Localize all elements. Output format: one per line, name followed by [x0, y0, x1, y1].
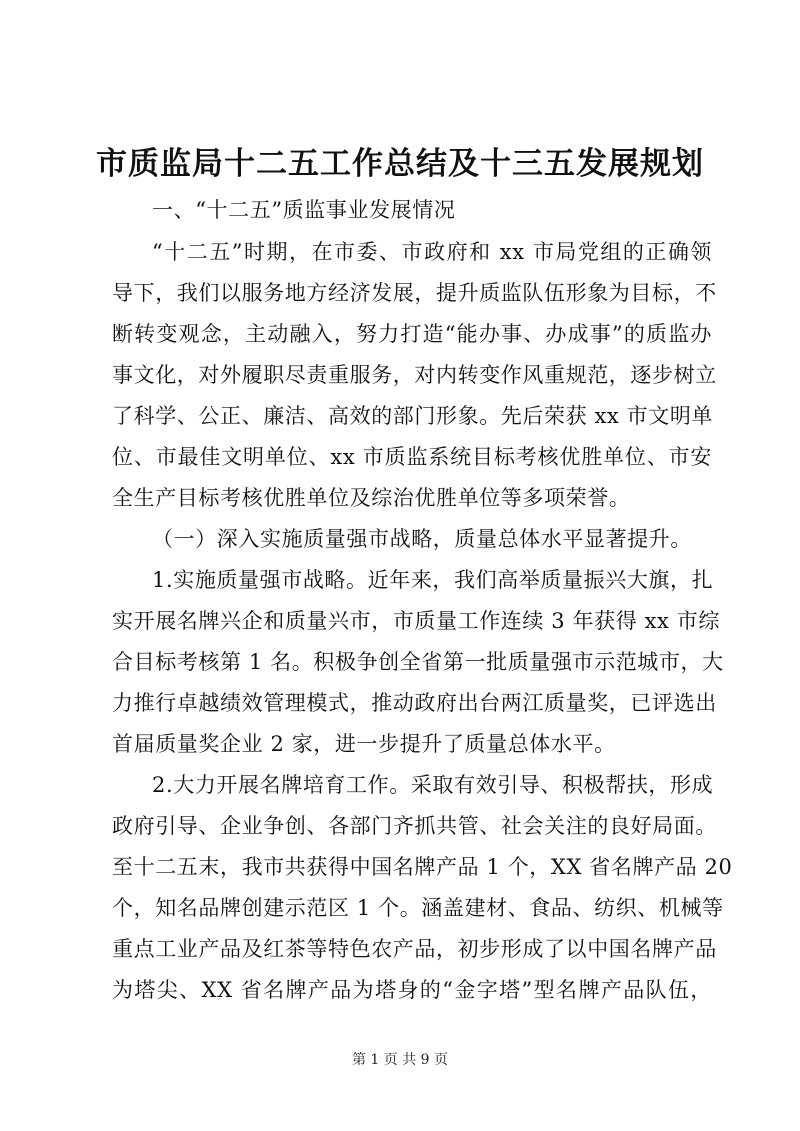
paragraph-line: 事文化，对外履职尽责重服务，对内转变作风重规范，逐步树立 [112, 363, 717, 387]
page-footer: 第 1 页 共 9 页 [351, 1052, 449, 1068]
paragraph-line: 至十二五末，我市共获得中国名牌产品 1 个，XX 省名牌产品 20 [112, 855, 733, 879]
paragraph-line: 实开展名牌兴企和质量兴市，市质量工作连续 3 年获得 xx 市综 [112, 609, 720, 633]
paragraph-line: 政府引导、企业争创、各部门齐抓共管、社会关注的良好局面。 [112, 814, 717, 838]
paragraph-line: 导下，我们以服务地方经济发展，提升质监队伍形象为目标，不 [112, 281, 717, 305]
document-title: 市质监局十二五工作总结及十三五发展规划 [96, 146, 704, 182]
paragraph-line: 重点工业产品及红茶等特色农产品，初步形成了以中国名牌产品 [112, 937, 717, 961]
paragraph-line: 断转变观念，主动融入，努力打造“能办事、办成事”的质监办 [112, 322, 712, 346]
paragraph-line: 力推行卓越绩效管理模式，推动政府出台两江质量奖，已评选出 [112, 691, 717, 715]
paragraph-line: 2.大力开展名牌培育工作。采取有效引导、积极帮扶，形成 [152, 773, 714, 797]
subsection-heading: （一）深入实施质量强市战略，质量总体水平显著提升。 [152, 527, 692, 551]
paragraph-line: 为塔尖、XX 省名牌产品为塔身的“金字塔”型名牌产品队伍， [112, 978, 712, 1002]
paragraph-line: 1.实施质量强市战略。近年来，我们高举质量振兴大旗，扎 [152, 568, 714, 592]
paragraph-line: 个，知名品牌创建示范区 1 个。涵盖建材、食品、纺织、机械等 [112, 896, 724, 920]
section-heading: 一、“十二五”质监事业发展情况 [152, 198, 456, 222]
paragraph-line: 合目标考核第 1 名。积极争创全省第一批质量强市示范城市，大 [112, 650, 724, 674]
paragraph-line: “十二五”时期，在市委、市政府和 xx 市局党组的正确领 [152, 240, 712, 264]
paragraph-line: 位、市最佳文明单位、xx 市质监系统目标考核优胜单位、市安 [112, 445, 712, 469]
paragraph-line: 首届质量奖企业 2 家，进一步提升了质量总体水平。 [112, 732, 616, 756]
paragraph-line: 了科学、公正、廉洁、高效的部门形象。先后荣获 xx 市文明单 [112, 404, 714, 428]
paragraph-line: 全生产目标考核优胜单位及综治优胜单位等多项荣誉。 [112, 486, 631, 510]
